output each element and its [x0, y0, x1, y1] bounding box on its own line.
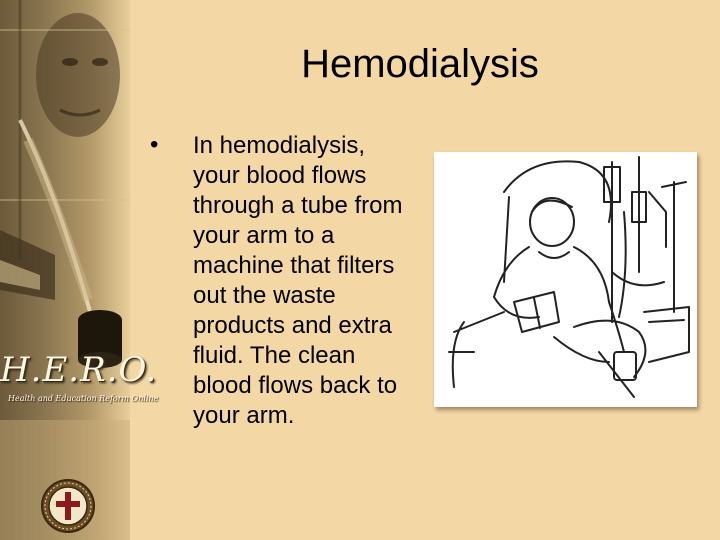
bullet-text: In hemodialysis, your blood flows through a tube from your arm to a machine that filters out the waste products and extra fluid. The clean blood flows back to your arm. — [193, 132, 403, 429]
sidebar-photo-strip — [0, 0, 159, 540]
logo-wordmark: H.E.R.O. — [0, 350, 158, 390]
slide-title: Hemodialysis — [301, 42, 539, 86]
logo-tagline: Health and Education Reform Online — [8, 394, 159, 403]
patient-dialysis-illustration — [434, 152, 697, 407]
bullet-marker: • — [150, 131, 159, 158]
sidebar-photo-collage — [0, 0, 159, 540]
seal-icon — [40, 478, 96, 534]
